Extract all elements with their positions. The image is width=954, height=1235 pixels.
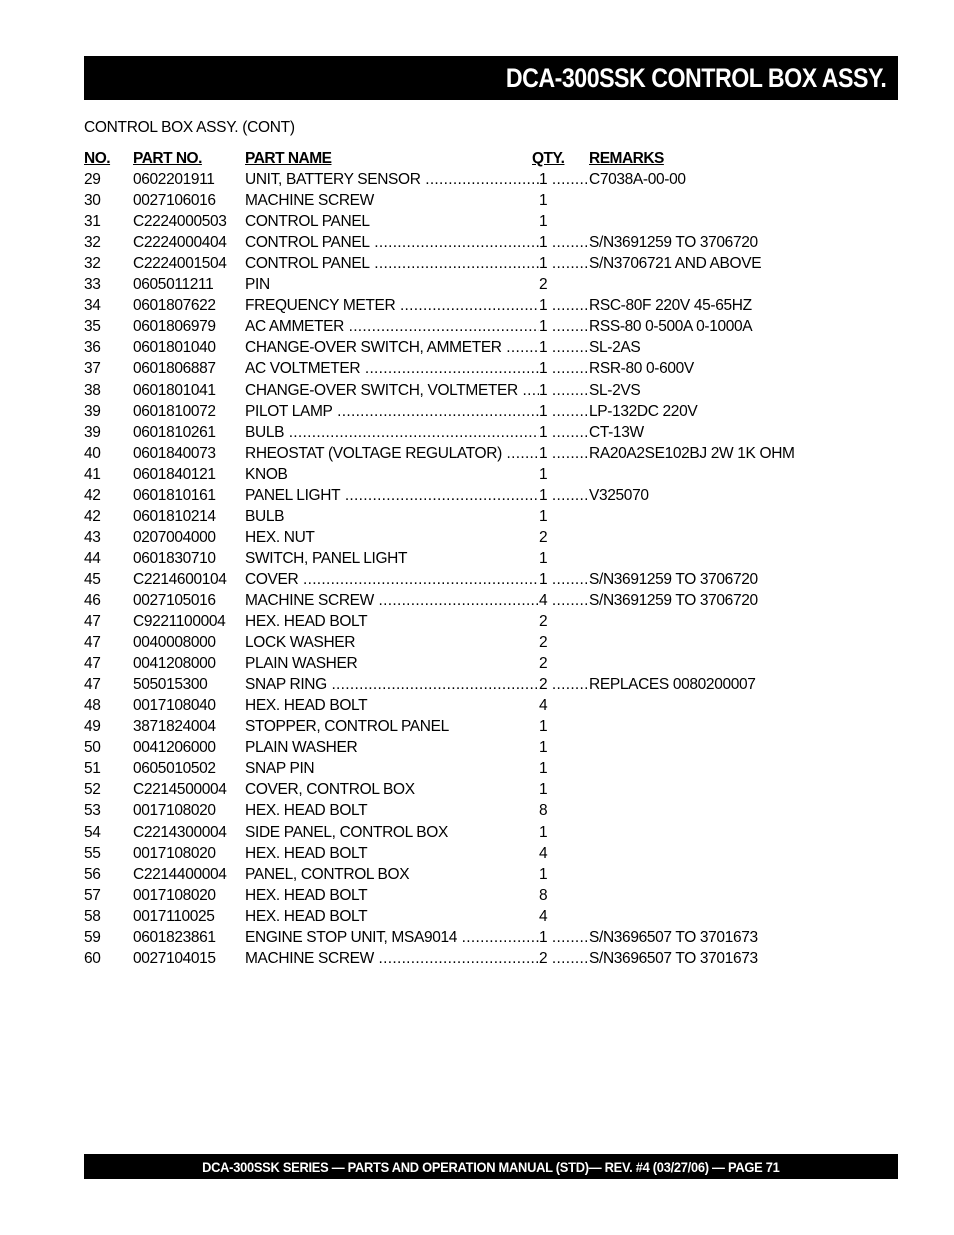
cell-part-no: C2214300004 [133, 823, 227, 841]
table-row [84, 590, 844, 611]
cell-no: 44 [84, 549, 101, 567]
table-row [84, 674, 844, 695]
cell-part-no: C2214400004 [133, 865, 227, 883]
table-row [84, 737, 844, 758]
cell-no: 33 [84, 276, 101, 294]
cell-qty: 2 [539, 613, 548, 631]
cell-no: 35 [84, 318, 101, 336]
table-row [84, 422, 844, 443]
cell-no: 43 [84, 528, 101, 546]
cell-no: 47 [84, 613, 101, 631]
cell-no: 39 [84, 423, 101, 441]
cell-no: 53 [84, 802, 101, 820]
cell-qty: 1 ..... [539, 569, 549, 590]
cell-part-no: 0601806887 [133, 360, 216, 378]
table-row [84, 316, 844, 337]
table-row [84, 211, 844, 232]
page-title: DCA-300SSK CONTROL BOX ASSY. [505, 62, 886, 93]
cell-part-name: MACHINE SCREW [245, 192, 374, 210]
table-row [84, 906, 844, 927]
cell-part-no: 0601830710 [133, 549, 216, 567]
header-remarks: REMARKS [589, 150, 664, 167]
cell-no: 47 [84, 655, 101, 673]
cell-qty: 1 ..... [539, 253, 549, 274]
table-row [84, 380, 844, 401]
cell-part-name: PANEL, CONTROL BOX [245, 865, 410, 883]
section-subtitle: CONTROL BOX ASSY. (CONT) [84, 119, 295, 136]
cell-remarks: S/N3696507 TO 3701673 [589, 949, 758, 967]
cell-part-name: AC AMMETER ..... [245, 316, 539, 337]
cell-part-name: HEX. HEAD BOLT [245, 886, 368, 904]
cell-part-name: CONTROL PANEL ..... [245, 253, 539, 274]
cell-part-name: AC VOLTMETER ..... [245, 358, 539, 379]
cell-qty: 2 [539, 276, 548, 294]
cell-part-name: HEX. HEAD BOLT [245, 802, 368, 820]
cell-no: 55 [84, 844, 101, 862]
cell-part-name: CONTROL PANEL ..... [245, 232, 539, 253]
cell-no: 49 [84, 718, 101, 736]
cell-part-no: 0601810161 [133, 486, 216, 504]
table-row [84, 653, 844, 674]
cell-part-name: COVER ..... [245, 569, 539, 590]
cell-part-no: 0207004000 [133, 528, 216, 546]
cell-qty: 1 [539, 760, 548, 778]
cell-qty: 2 [539, 528, 548, 546]
cell-part-name: CHANGE-OVER SWITCH, VOLTMETER ..... [245, 380, 539, 401]
cell-no: 60 [84, 949, 101, 967]
cell-no: 45 [84, 570, 101, 588]
cell-part-name: BULB [245, 507, 285, 525]
cell-no: 47 [84, 676, 101, 694]
cell-part-no: C2224001504 [133, 255, 227, 273]
cell-no: 38 [84, 381, 101, 399]
cell-part-name: RHEOSTAT (VOLTAGE REGULATOR) ..... [245, 443, 539, 464]
cell-part-name: LOCK WASHER [245, 634, 356, 652]
cell-part-no: 0017108020 [133, 802, 216, 820]
cell-qty: 2 [539, 655, 548, 673]
cell-qty: 2 ..... [539, 948, 549, 969]
cell-qty: 1 [539, 465, 548, 483]
cell-remarks: RSS-80 0-500A 0-1000A [589, 318, 753, 336]
table-row [84, 358, 844, 379]
cell-part-no: 0017108020 [133, 844, 216, 862]
table-header [84, 148, 844, 169]
cell-no: 52 [84, 781, 101, 799]
cell-qty: 4 [539, 907, 548, 925]
cell-qty: 8 [539, 886, 548, 904]
cell-part-name: ENGINE STOP UNIT, MSA9014 ..... [245, 927, 539, 948]
cell-qty: 1 [539, 507, 548, 525]
cell-remarks: CT-13W [589, 423, 644, 441]
cell-qty: 1 [539, 192, 548, 210]
cell-part-no: 0027104015 [133, 949, 216, 967]
cell-remarks: S/N3691259 TO 3706720 [589, 570, 758, 588]
cell-part-no: 0601823861 [133, 928, 216, 946]
cell-part-name: KNOB [245, 465, 288, 483]
table-row [84, 253, 844, 274]
table-row [84, 548, 844, 569]
cell-remarks: C7038A-00-00 [589, 171, 686, 189]
cell-qty: 1 ..... [539, 927, 549, 948]
table-row [84, 695, 844, 716]
page-title-bar [84, 56, 898, 100]
cell-qty: 4 [539, 844, 548, 862]
cell-qty: 1 ..... [539, 337, 549, 358]
cell-remarks: S/N3691259 TO 3706720 [589, 591, 758, 609]
cell-qty: 1 [539, 549, 548, 567]
cell-part-no: 0017108020 [133, 886, 216, 904]
table-row [84, 779, 844, 800]
page-footer-bar [84, 1154, 898, 1179]
cell-qty: 1 ..... [539, 443, 549, 464]
cell-qty: 1 [539, 781, 548, 799]
cell-part-no: 0601810261 [133, 423, 216, 441]
table-row [84, 232, 844, 253]
cell-remarks: V325070 [589, 486, 649, 504]
cell-qty: 1 ..... [539, 380, 549, 401]
cell-no: 46 [84, 591, 101, 609]
cell-part-no: C2224000503 [133, 213, 227, 231]
table-row [84, 948, 844, 969]
cell-part-name: SWITCH, PANEL LIGHT [245, 549, 408, 567]
cell-qty: 2 [539, 634, 548, 652]
cell-part-name: PLAIN WASHER [245, 739, 358, 757]
table-row [84, 401, 844, 422]
cell-qty: 4 [539, 697, 548, 715]
cell-no: 40 [84, 444, 101, 462]
cell-remarks: LP-132DC 220V [589, 402, 698, 420]
table-row [84, 464, 844, 485]
cell-qty: 1 ..... [539, 358, 549, 379]
cell-no: 56 [84, 865, 101, 883]
cell-no: 59 [84, 928, 101, 946]
cell-part-name: HEX. HEAD BOLT [245, 844, 368, 862]
cell-qty: 1 ..... [539, 316, 549, 337]
cell-qty: 1 [539, 865, 548, 883]
cell-part-no: 0601840121 [133, 465, 216, 483]
cell-no: 32 [84, 255, 101, 273]
cell-part-no: 0602201911 [133, 171, 215, 189]
cell-part-name: HEX. HEAD BOLT [245, 907, 368, 925]
cell-remarks: RSR-80 0-600V [589, 360, 694, 378]
cell-qty: 1 [539, 823, 548, 841]
table-row [84, 632, 844, 653]
table-row [84, 337, 844, 358]
cell-part-no: 0601801040 [133, 339, 216, 357]
cell-no: 51 [84, 760, 101, 778]
cell-no: 31 [84, 213, 101, 231]
parts-table [84, 148, 844, 969]
cell-part-no: 0017110025 [133, 907, 215, 925]
header-qty: QTY. [532, 150, 565, 167]
cell-remarks: S/N3696507 TO 3701673 [589, 928, 758, 946]
cell-part-name: SNAP PIN [245, 760, 315, 778]
cell-no: 57 [84, 886, 101, 904]
header-part-no: PART NO. [133, 150, 202, 167]
cell-part-no: 0601806979 [133, 318, 216, 336]
cell-qty: 1 ..... [539, 422, 549, 443]
cell-part-no: C2214500004 [133, 781, 227, 799]
cell-part-no: 0041208000 [133, 655, 216, 673]
cell-part-no: 505015300 [133, 676, 208, 694]
table-row [84, 169, 844, 190]
cell-part-name: PLAIN WASHER [245, 655, 358, 673]
cell-part-no: 0601840073 [133, 444, 216, 462]
header-no: NO. [84, 150, 111, 167]
table-row [84, 569, 844, 590]
cell-qty: 1 ..... [539, 295, 549, 316]
cell-part-no: 0601810214 [133, 507, 216, 525]
header-part-name: PART NAME [245, 150, 332, 167]
cell-part-no: 3871824004 [133, 718, 216, 736]
cell-part-no: 0601810072 [133, 402, 216, 420]
cell-part-name: CHANGE-OVER SWITCH, AMMETER ..... [245, 337, 539, 358]
cell-qty: 2 ..... [539, 674, 549, 695]
table-row [84, 295, 844, 316]
table-row [84, 758, 844, 779]
cell-remarks: SL-2AS [589, 339, 641, 357]
cell-part-name: HEX. NUT [245, 528, 315, 546]
table-row [84, 506, 844, 527]
cell-part-name: COVER, CONTROL BOX [245, 781, 415, 799]
table-row [84, 822, 844, 843]
cell-part-name: BULB ..... [245, 422, 539, 443]
cell-qty: 1 [539, 213, 548, 231]
cell-remarks: REPLACES 0080200007 [589, 676, 756, 694]
table-row [84, 527, 844, 548]
cell-no: 34 [84, 297, 101, 315]
cell-no: 32 [84, 234, 101, 252]
cell-remarks: S/N3691259 TO 3706720 [589, 234, 758, 252]
cell-remarks: RA20A2SE102BJ 2W 1K OHM [589, 444, 795, 462]
table-row [84, 716, 844, 737]
cell-no: 54 [84, 823, 101, 841]
cell-qty: 1 ..... [539, 401, 549, 422]
cell-no: 30 [84, 192, 101, 210]
cell-part-no: 0605010502 [133, 760, 216, 778]
cell-part-no: 0601801041 [133, 381, 216, 399]
table-row [84, 190, 844, 211]
cell-part-no: 0601807622 [133, 297, 216, 315]
cell-part-no: 0017108040 [133, 697, 216, 715]
cell-part-name: MACHINE SCREW ..... [245, 590, 539, 611]
cell-no: 29 [84, 171, 101, 189]
cell-qty: 1 [539, 718, 548, 736]
table-row [84, 927, 844, 948]
cell-part-no: 0041206000 [133, 739, 216, 757]
cell-qty: 1 ..... [539, 485, 549, 506]
table-row [84, 485, 844, 506]
cell-part-name: FREQUENCY METER ..... [245, 295, 539, 316]
cell-no: 50 [84, 739, 101, 757]
cell-part-no: C2214600104 [133, 570, 227, 588]
cell-remarks: S/N3706721 AND ABOVE [589, 255, 762, 273]
cell-no: 41 [84, 465, 101, 483]
cell-part-name: MACHINE SCREW ..... [245, 948, 539, 969]
cell-part-no: C9221100004 [133, 613, 226, 631]
cell-part-no: C2224000404 [133, 234, 227, 252]
cell-no: 42 [84, 507, 101, 525]
cell-part-name: SNAP RING ..... [245, 674, 539, 695]
cell-qty: 4 ..... [539, 590, 549, 611]
cell-no: 39 [84, 402, 101, 420]
cell-part-no: 0040008000 [133, 634, 216, 652]
cell-no: 48 [84, 697, 101, 715]
cell-part-name: PILOT LAMP ..... [245, 401, 539, 422]
table-row [84, 443, 844, 464]
table-row [84, 800, 844, 821]
table-row [84, 843, 844, 864]
cell-qty: 1 ..... [539, 232, 549, 253]
cell-remarks: RSC-80F 220V 45-65HZ [589, 297, 752, 315]
cell-part-no: 0027106016 [133, 192, 216, 210]
page-footer: DCA-300SSK SERIES — PARTS AND OPERATION MANUAL (STD)— REV. #4 (03/27/06) — PAGE 71 [202, 1158, 780, 1175]
cell-part-no: 0027105016 [133, 591, 216, 609]
cell-part-name: STOPPER, CONTROL PANEL [245, 718, 449, 736]
table-row [84, 885, 844, 906]
cell-part-name: PIN [245, 276, 270, 294]
cell-part-name: PANEL LIGHT ..... [245, 485, 539, 506]
cell-part-name: UNIT, BATTERY SENSOR ..... [245, 169, 539, 190]
cell-no: 58 [84, 907, 101, 925]
cell-remarks: SL-2VS [589, 381, 641, 399]
cell-part-name: HEX. HEAD BOLT [245, 613, 368, 631]
table-row [84, 864, 844, 885]
cell-part-name: CONTROL PANEL [245, 213, 370, 231]
table-row [84, 611, 844, 632]
cell-no: 42 [84, 486, 101, 504]
cell-part-name: HEX. HEAD BOLT [245, 697, 368, 715]
cell-qty: 1 [539, 739, 548, 757]
table-row [84, 274, 844, 295]
cell-qty: 8 [539, 802, 548, 820]
cell-no: 37 [84, 360, 101, 378]
cell-no: 47 [84, 634, 101, 652]
cell-part-name: SIDE PANEL, CONTROL BOX [245, 823, 448, 841]
cell-no: 36 [84, 339, 101, 357]
cell-part-no: 0605011211 [133, 276, 214, 294]
cell-qty: 1 ..... [539, 169, 549, 190]
